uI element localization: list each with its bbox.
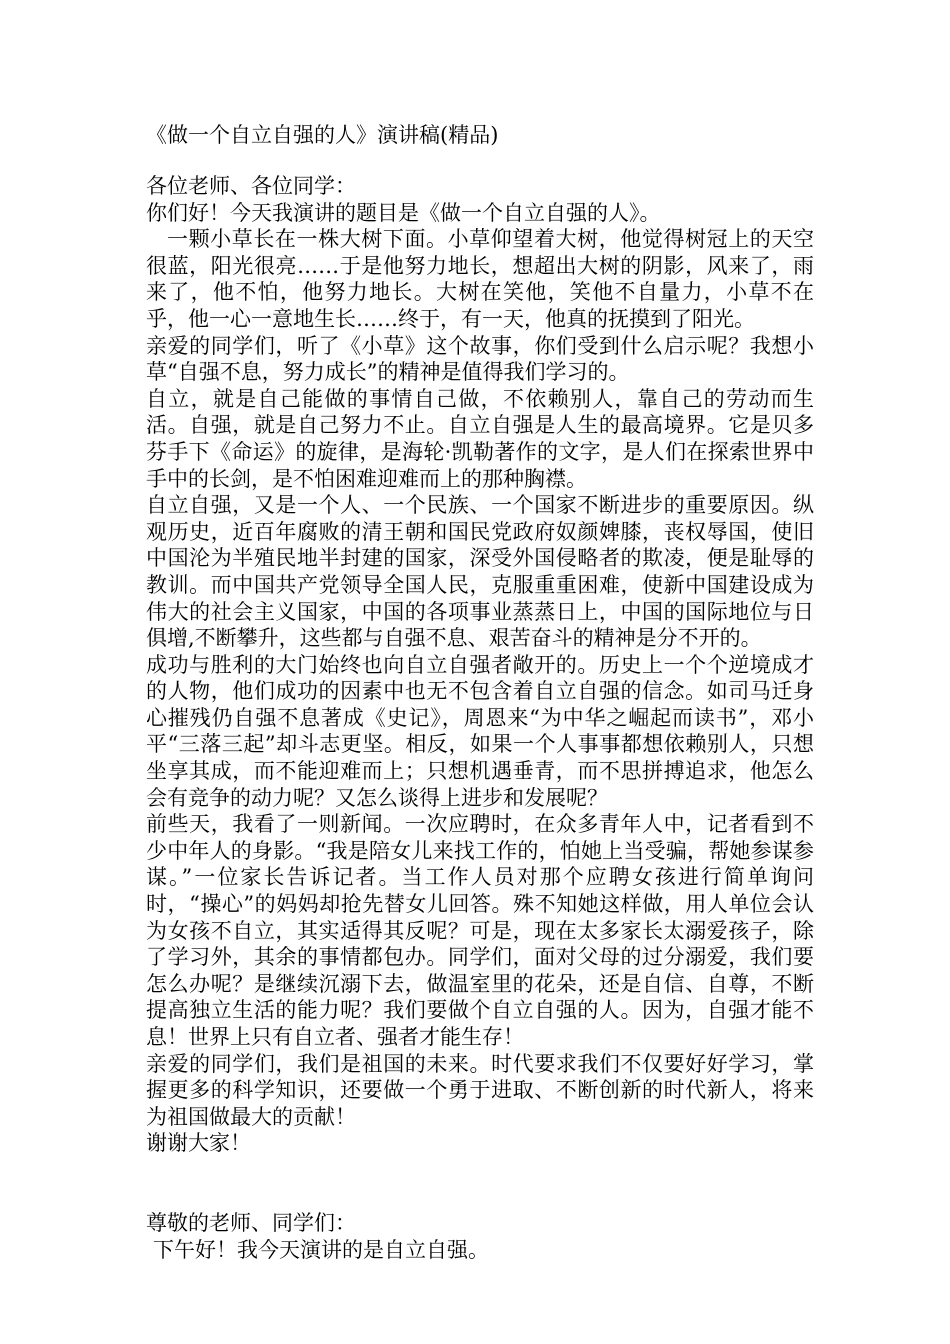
second-speech-greeting: 下午好！我今天演讲的是自立自强。 xyxy=(153,1237,489,1262)
paragraph-success: 成功与胜利的大门始终也向自立自强者敞开的。历史上一个个逆境成才的人物，他们成功的因素中也无不包含着自立自强的信念。如司马迁身心摧残仍自强不息著成《史记》，周恩来“为中华之崛起而读书”，邓小平“三落三起”却斗志更坚。相反，如果一个人事事都想依赖别人，只想坐享其成，而不能迎难而上；只想机遇垂青，而不思拼搏追求，他怎么会有竞争的动力呢？又怎么谈得上进步和发展呢？ xyxy=(146,652,814,810)
paragraph-grass-story: 一颗小草长在一株大树下面。小草仰望着大树，他觉得树冠上的天空很蓝，阳光很亮……于是他努力地长，想超出大树的阴影，风来了，雨来了，他不怕，他努力地长。大树在笑他，笑他不自量力，小草不在乎，他一心一意地生长……终于，有一天，他真的抚摸到了阳光。 xyxy=(146,227,814,331)
paragraph-future: 亲爱的同学们，我们是祖国的未来。时代要求我们不仅要好好学习，掌握更多的科学知识，还要做一个勇于进取、不断创新的时代新人，将来为祖国做最大的贡献！ xyxy=(146,1051,814,1129)
paragraph-news: 前些天，我看了一则新闻。一次应聘时，在众多青年人中，记者看到不少中年人的身影。“我是陪女儿来找工作的，怕她上当受骗，帮她参谋参谋。”一位家长告诉记者。当工作人员对那个应聘女孩进行简单询问时，“操心”的妈妈却抢先替女儿回答。殊不知她这样做，用人单位会认为女孩不自立，其实适得其反呢？可是，现在太多家长太溺爱孩子，除了学习外，其余的事情都包办。同学们，面对父母的过分溺爱，我们要怎么办呢？是继续沉溺下去，做温室里的花朵，还是自信、自尊，不断提高独立生活的能力呢？我们要做个自立自强的人。因为，自强才能不息！世界上只有自立者、强者才能生存！ xyxy=(146,812,814,1049)
paragraph-inspiration: 亲爱的同学们，听了《小草》这个故事，你们受到什么启示呢？我想小草“自强不息，努力成长”的精神是值得我们学习的。 xyxy=(146,333,814,385)
document-title: 《做一个自立自强的人》演讲稿(精品) xyxy=(146,123,499,147)
paragraph-history: 自立自强，又是一个人、一个民族、一个国家不断进步的重要原因。纵观历史，近百年腐败的清王朝和国民党政府奴颜婢膝，丧权辱国，使旧中国沦为半殖民地半封建的国家，深受外国侵略者的欺凌，便是耻辱的教训。而中国共产党领导全国人民，克服重重困难，使新中国建设成为伟大的社会主义国家，中国的各项事业蒸蒸日上，中国的国际地位与日俱增,不断攀升，这些都与自强不息、艰苦奋斗的精神是分不开的。 xyxy=(146,493,814,651)
paragraph-self-reliance: 自立，就是自己能做的事情自己做，不依赖别人，靠自己的劳动而生活。自强，就是自己努力不止。自立自强是人生的最高境界。它是贝多芬手下《命运》的旋律，是海轮·凯勒著作的文字，是人们在探索世界中手中的长剑，是不怕困难迎难而上的那种胸襟。 xyxy=(146,386,814,491)
closing-thanks: 谢谢大家！ xyxy=(146,1131,251,1156)
salutation: 各位老师、各位同学： xyxy=(146,174,356,198)
document-page xyxy=(146,120,814,1263)
second-speech-salutation: 尊敬的老师、同学们： xyxy=(146,1210,356,1235)
greeting: 你们好！今天我演讲的题目是《做一个自立自强的人》。 xyxy=(146,200,661,225)
